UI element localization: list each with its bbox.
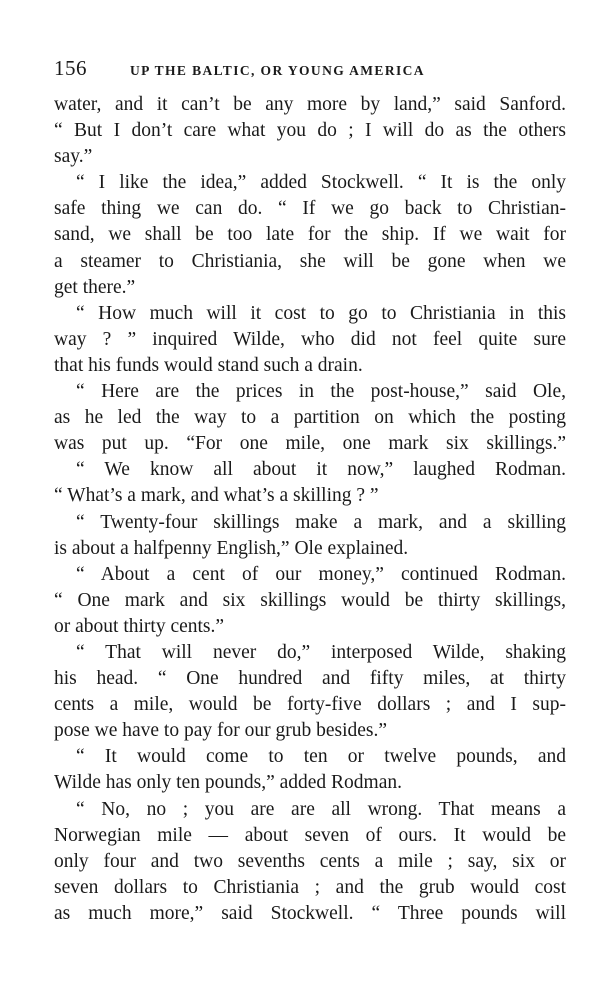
book-page	[54, 56, 566, 927]
text-line: way ? ” inquired Wilde, who did not feel quite sure	[54, 328, 566, 350]
text-line: “ But I don’t care what you do ; I will do as the others	[54, 120, 566, 142]
text-line: his head. “ One hundred and fifty miles, at thirty	[54, 668, 566, 690]
text-line: “ I like the idea,” added Stockwell. “ It is the only	[76, 172, 566, 194]
text-line: that his funds would stand such a drain.	[54, 354, 363, 376]
text-line: cents a mile, would be forty-five dollars ; and I sup-	[54, 694, 566, 716]
text-line: “ It would come to ten or twelve pounds, and	[76, 746, 566, 768]
text-line: pose we have to pay for our grub besides.”	[54, 720, 388, 742]
text-line: “ Twenty-four skillings make a mark, and a skilling	[76, 511, 566, 533]
text-line: was put up. “For one mile, one mark six skillings.”	[54, 433, 566, 455]
text-line: “ How much will it cost to go to Christiania in this	[76, 302, 566, 324]
text-line: “ That will never do,” interposed Wilde, shaking	[76, 641, 566, 663]
text-line: “ No, no ; you are are all wrong. That means a	[76, 798, 566, 820]
text-line: seven dollars to Christiania ; and the grub would cost	[54, 876, 566, 898]
running-head: UP THE BALTIC, OR YOUNG AMERICA	[130, 63, 425, 78]
body-text	[54, 92, 566, 927]
text-line: a steamer to Christiania, she will be gone when we	[54, 250, 566, 272]
text-line: Wilde has only ten pounds,” added Rodman.	[54, 772, 402, 794]
text-line: sand, we shall be too late for the ship. If we wait for	[54, 224, 566, 246]
text-line: “ What’s a mark, and what’s a skilling ? ”	[54, 485, 379, 507]
text-line: “ Here are the prices in the post-house,” said Ole,	[76, 381, 566, 403]
text-line: get there.”	[54, 276, 136, 298]
text-line: say.”	[54, 146, 93, 168]
text-line: is about a halfpenny English,” Ole explained.	[54, 537, 409, 559]
text-line: “ One mark and six skillings would be thirty skillings,	[54, 589, 566, 611]
page-number: 156	[54, 56, 87, 80]
text-line: as he led the way to a partition on which the posting	[54, 407, 566, 429]
text-line: as much more,” said Stockwell. “ Three pounds will	[54, 902, 566, 924]
text-line: “ We know all about it now,” laughed Rodman.	[76, 459, 566, 481]
page-header	[54, 56, 566, 86]
text-line: Norwegian mile — about seven of ours. It would be	[54, 824, 566, 846]
text-line: safe thing we can do. “ If we go back to Christian-	[54, 198, 566, 220]
text-line: only four and two sevenths cents a mile ; say, six or	[54, 850, 566, 872]
text-line: or about thirty cents.”	[54, 615, 225, 637]
text-line: “ About a cent of our money,” continued Rodman.	[76, 563, 566, 585]
text-line: water, and it can’t be any more by land,” said Sanford.	[54, 94, 566, 115]
